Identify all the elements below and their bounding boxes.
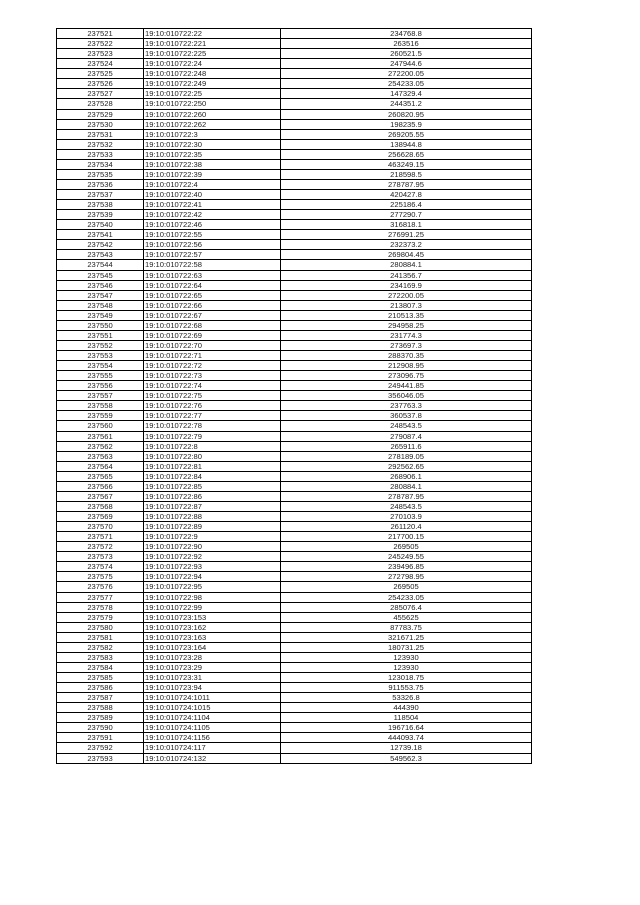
row-number-cell: 237547	[57, 290, 144, 300]
cadastral-number-cell: 19:10:010722:41	[144, 200, 281, 210]
table-row	[57, 753, 532, 763]
value-cell: 444093.74	[281, 733, 532, 743]
row-number-cell: 237526	[57, 79, 144, 89]
value-cell: 278189.05	[281, 451, 532, 461]
row-number-cell: 237546	[57, 280, 144, 290]
row-number-cell: 237567	[57, 491, 144, 501]
cadastral-number-cell: 19:10:010722:71	[144, 351, 281, 361]
cadastral-number-cell: 19:10:010722:262	[144, 119, 281, 129]
cadastral-number-cell: 19:10:010724:1156	[144, 733, 281, 743]
value-cell: 276991.25	[281, 230, 532, 240]
cadastral-number-cell: 19:10:010723:29	[144, 662, 281, 672]
row-number-cell: 237536	[57, 179, 144, 189]
table-row	[57, 431, 532, 441]
table-row	[57, 59, 532, 69]
cadastral-number-cell: 19:10:010722:30	[144, 139, 281, 149]
cadastral-number-cell: 19:10:010722:69	[144, 330, 281, 340]
cadastral-number-cell: 19:10:010722:90	[144, 542, 281, 552]
value-cell: 420427.8	[281, 190, 532, 200]
table-row	[57, 320, 532, 330]
table-row	[57, 290, 532, 300]
value-cell: 237763.3	[281, 401, 532, 411]
row-number-cell: 237537	[57, 190, 144, 200]
value-cell: 269505	[281, 582, 532, 592]
cadastral-number-cell: 19:10:010723:94	[144, 683, 281, 693]
table-row	[57, 441, 532, 451]
table-row	[57, 310, 532, 320]
row-number-cell: 237586	[57, 683, 144, 693]
cadastral-number-cell: 19:10:010724:1011	[144, 693, 281, 703]
value-cell: 12739.18	[281, 743, 532, 753]
table-row	[57, 89, 532, 99]
row-number-cell: 237548	[57, 300, 144, 310]
cadastral-number-cell: 19:10:010723:153	[144, 612, 281, 622]
cadastral-number-cell: 19:10:010722:67	[144, 310, 281, 320]
table-row	[57, 200, 532, 210]
cadastral-number-cell: 19:10:010722:260	[144, 109, 281, 119]
value-cell: 911553.75	[281, 683, 532, 693]
row-number-cell: 237522	[57, 39, 144, 49]
cadastral-number-cell: 19:10:010722:58	[144, 260, 281, 270]
table-row	[57, 159, 532, 169]
cadastral-number-cell: 19:10:010722:88	[144, 512, 281, 522]
row-number-cell: 237549	[57, 310, 144, 320]
cadastral-number-cell: 19:10:010722:39	[144, 169, 281, 179]
row-number-cell: 237550	[57, 320, 144, 330]
row-number-cell: 237557	[57, 391, 144, 401]
table-row	[57, 79, 532, 89]
row-number-cell: 237569	[57, 512, 144, 522]
table-row	[57, 532, 532, 542]
row-number-cell: 237566	[57, 481, 144, 491]
cadastral-number-cell: 19:10:010722:93	[144, 562, 281, 572]
cadastral-number-cell: 19:10:010724:1015	[144, 703, 281, 713]
cadastral-number-cell: 19:10:010722:8	[144, 441, 281, 451]
cadastral-number-cell: 19:10:010722:63	[144, 270, 281, 280]
value-cell: 118504	[281, 713, 532, 723]
row-number-cell: 237561	[57, 431, 144, 441]
table-row	[57, 220, 532, 230]
cadastral-value-table	[56, 28, 532, 764]
value-cell: 316818.1	[281, 220, 532, 230]
value-cell: 292562.65	[281, 461, 532, 471]
row-number-cell: 237583	[57, 652, 144, 662]
cadastral-number-cell: 19:10:010722:24	[144, 59, 281, 69]
row-number-cell: 237593	[57, 753, 144, 763]
value-cell: 198235.9	[281, 119, 532, 129]
table-row	[57, 602, 532, 612]
cadastral-number-cell: 19:10:010722:65	[144, 290, 281, 300]
table-row	[57, 481, 532, 491]
row-number-cell: 237552	[57, 340, 144, 350]
table-row	[57, 733, 532, 743]
table-row	[57, 572, 532, 582]
table-row	[57, 491, 532, 501]
cadastral-number-cell: 19:10:010723:163	[144, 632, 281, 642]
cadastral-number-cell: 19:10:010722:79	[144, 431, 281, 441]
value-cell: 234169.9	[281, 280, 532, 290]
table-row	[57, 300, 532, 310]
row-number-cell: 237523	[57, 49, 144, 59]
cadastral-number-cell: 19:10:010722:22	[144, 29, 281, 39]
cadastral-number-cell: 19:10:010724:1105	[144, 723, 281, 733]
cadastral-number-cell: 19:10:010722:87	[144, 501, 281, 511]
row-number-cell: 237545	[57, 270, 144, 280]
value-cell: 256628.65	[281, 149, 532, 159]
table-row	[57, 29, 532, 39]
row-number-cell: 237587	[57, 693, 144, 703]
cadastral-number-cell: 19:10:010722:25	[144, 89, 281, 99]
value-cell: 269205.55	[281, 129, 532, 139]
value-cell: 123930	[281, 662, 532, 672]
row-number-cell: 237572	[57, 542, 144, 552]
value-cell: 234768.8	[281, 29, 532, 39]
value-cell: 272200.05	[281, 69, 532, 79]
table-row	[57, 693, 532, 703]
table-row	[57, 713, 532, 723]
row-number-cell: 237562	[57, 441, 144, 451]
table-row	[57, 210, 532, 220]
row-number-cell: 237584	[57, 662, 144, 672]
row-number-cell: 237533	[57, 149, 144, 159]
row-number-cell: 237590	[57, 723, 144, 733]
row-number-cell: 237558	[57, 401, 144, 411]
cadastral-number-cell: 19:10:010722:76	[144, 401, 281, 411]
row-number-cell: 237539	[57, 210, 144, 220]
row-number-cell: 237556	[57, 381, 144, 391]
table-row	[57, 169, 532, 179]
row-number-cell: 237531	[57, 129, 144, 139]
row-number-cell: 237541	[57, 230, 144, 240]
cadastral-number-cell: 19:10:010722:86	[144, 491, 281, 501]
value-cell: 268906.1	[281, 471, 532, 481]
value-cell: 356046.05	[281, 391, 532, 401]
value-cell: 196716.64	[281, 723, 532, 733]
value-cell: 87783.75	[281, 622, 532, 632]
row-number-cell: 237582	[57, 642, 144, 652]
value-cell: 285076.4	[281, 602, 532, 612]
table-row	[57, 612, 532, 622]
cadastral-number-cell: 19:10:010722:92	[144, 552, 281, 562]
table-row	[57, 240, 532, 250]
value-cell: 288370.35	[281, 351, 532, 361]
value-cell: 248543.5	[281, 421, 532, 431]
row-number-cell: 237579	[57, 612, 144, 622]
row-number-cell: 237538	[57, 200, 144, 210]
cadastral-number-cell: 19:10:010722:99	[144, 602, 281, 612]
value-cell: 245249.55	[281, 552, 532, 562]
table-row	[57, 683, 532, 693]
table-row	[57, 69, 532, 79]
row-number-cell: 237565	[57, 471, 144, 481]
table-row	[57, 501, 532, 511]
table-row	[57, 250, 532, 260]
value-cell: 232373.2	[281, 240, 532, 250]
value-cell: 265911.6	[281, 441, 532, 451]
table-row	[57, 330, 532, 340]
row-number-cell: 237528	[57, 99, 144, 109]
row-number-cell: 237560	[57, 421, 144, 431]
row-number-cell: 237553	[57, 351, 144, 361]
row-number-cell: 237554	[57, 361, 144, 371]
table-row	[57, 129, 532, 139]
row-number-cell: 237529	[57, 109, 144, 119]
value-cell: 260521.5	[281, 49, 532, 59]
row-number-cell: 237525	[57, 69, 144, 79]
row-number-cell: 237591	[57, 733, 144, 743]
cadastral-number-cell: 19:10:010723:164	[144, 642, 281, 652]
table-row	[57, 39, 532, 49]
cadastral-number-cell: 19:10:010722:56	[144, 240, 281, 250]
row-number-cell: 237532	[57, 139, 144, 149]
cadastral-number-cell: 19:10:010722:225	[144, 49, 281, 59]
table-row	[57, 230, 532, 240]
value-cell: 239496.85	[281, 562, 532, 572]
row-number-cell: 237575	[57, 572, 144, 582]
value-cell: 247944.6	[281, 59, 532, 69]
cadastral-number-cell: 19:10:010724:117	[144, 743, 281, 753]
value-cell: 455625	[281, 612, 532, 622]
table-row	[57, 512, 532, 522]
row-number-cell: 237544	[57, 260, 144, 270]
table-row	[57, 451, 532, 461]
value-cell: 147329.4	[281, 89, 532, 99]
table-row	[57, 552, 532, 562]
row-number-cell: 237524	[57, 59, 144, 69]
row-number-cell: 237581	[57, 632, 144, 642]
value-cell: 231774.3	[281, 330, 532, 340]
value-cell: 241356.7	[281, 270, 532, 280]
row-number-cell: 237555	[57, 371, 144, 381]
row-number-cell: 237580	[57, 622, 144, 632]
table-row	[57, 703, 532, 713]
table-row	[57, 260, 532, 270]
cadastral-number-cell: 19:10:010722:78	[144, 421, 281, 431]
table-row	[57, 632, 532, 642]
table-body	[57, 29, 532, 764]
value-cell: 254233.05	[281, 592, 532, 602]
value-cell: 444390	[281, 703, 532, 713]
cadastral-number-cell: 19:10:010722:94	[144, 572, 281, 582]
table-row	[57, 421, 532, 431]
table-row	[57, 652, 532, 662]
table-row	[57, 622, 532, 632]
cadastral-number-cell: 19:10:010722:84	[144, 471, 281, 481]
value-cell: 218598.5	[281, 169, 532, 179]
cadastral-number-cell: 19:10:010722:35	[144, 149, 281, 159]
row-number-cell: 237588	[57, 703, 144, 713]
row-number-cell: 237578	[57, 602, 144, 612]
cadastral-number-cell: 19:10:010722:40	[144, 190, 281, 200]
table-row	[57, 361, 532, 371]
table-row	[57, 461, 532, 471]
row-number-cell: 237574	[57, 562, 144, 572]
value-cell: 463249.15	[281, 159, 532, 169]
value-cell: 217700.15	[281, 532, 532, 542]
value-cell: 360537.8	[281, 411, 532, 421]
table-row	[57, 149, 532, 159]
cadastral-number-cell: 19:10:010722:221	[144, 39, 281, 49]
table-row	[57, 743, 532, 753]
cadastral-number-cell: 19:10:010722:98	[144, 592, 281, 602]
table-row	[57, 411, 532, 421]
cadastral-number-cell: 19:10:010722:77	[144, 411, 281, 421]
value-cell: 270103.9	[281, 512, 532, 522]
table-row	[57, 99, 532, 109]
value-cell: 263516	[281, 39, 532, 49]
value-cell: 280884.1	[281, 481, 532, 491]
table-row	[57, 381, 532, 391]
row-number-cell: 237530	[57, 119, 144, 129]
cadastral-number-cell: 19:10:010722:95	[144, 582, 281, 592]
cadastral-number-cell: 19:10:010722:68	[144, 320, 281, 330]
table-row	[57, 592, 532, 602]
row-number-cell: 237568	[57, 501, 144, 511]
cadastral-number-cell: 19:10:010722:250	[144, 99, 281, 109]
cadastral-number-cell: 19:10:010722:80	[144, 451, 281, 461]
value-cell: 277290.7	[281, 210, 532, 220]
table-row	[57, 662, 532, 672]
table-row	[57, 351, 532, 361]
table-row	[57, 542, 532, 552]
table-row	[57, 401, 532, 411]
row-number-cell: 237573	[57, 552, 144, 562]
value-cell: 279087.4	[281, 431, 532, 441]
value-cell: 254233.05	[281, 79, 532, 89]
table-row	[57, 562, 532, 572]
value-cell: 210513.35	[281, 310, 532, 320]
cadastral-number-cell: 19:10:010722:249	[144, 79, 281, 89]
value-cell: 294958.25	[281, 320, 532, 330]
table-row	[57, 642, 532, 652]
row-number-cell: 237534	[57, 159, 144, 169]
table-row	[57, 371, 532, 381]
table-row	[57, 340, 532, 350]
table-row	[57, 190, 532, 200]
row-number-cell: 237542	[57, 240, 144, 250]
cadastral-number-cell: 19:10:010722:72	[144, 361, 281, 371]
value-cell: 261120.4	[281, 522, 532, 532]
cadastral-number-cell: 19:10:010722:74	[144, 381, 281, 391]
value-cell: 549562.3	[281, 753, 532, 763]
value-cell: 321671.25	[281, 632, 532, 642]
value-cell: 249441.85	[281, 381, 532, 391]
cadastral-number-cell: 19:10:010723:31	[144, 673, 281, 683]
table-row	[57, 109, 532, 119]
row-number-cell: 237585	[57, 673, 144, 683]
row-number-cell: 237592	[57, 743, 144, 753]
table-row	[57, 119, 532, 129]
table-row	[57, 522, 532, 532]
cadastral-number-cell: 19:10:010722:55	[144, 230, 281, 240]
cadastral-number-cell: 19:10:010723:162	[144, 622, 281, 632]
value-cell: 260820.95	[281, 109, 532, 119]
cadastral-number-cell: 19:10:010722:57	[144, 250, 281, 260]
value-cell: 123018.75	[281, 673, 532, 683]
row-number-cell: 237559	[57, 411, 144, 421]
value-cell: 273096.75	[281, 371, 532, 381]
table-row	[57, 723, 532, 733]
cadastral-number-cell: 19:10:010722:42	[144, 210, 281, 220]
value-cell: 248543.5	[281, 501, 532, 511]
value-cell: 138944.8	[281, 139, 532, 149]
value-cell: 269804.45	[281, 250, 532, 260]
row-number-cell: 237535	[57, 169, 144, 179]
value-cell: 212908.95	[281, 361, 532, 371]
table-row	[57, 582, 532, 592]
cadastral-number-cell: 19:10:010722:66	[144, 300, 281, 310]
row-number-cell: 237576	[57, 582, 144, 592]
cadastral-number-cell: 19:10:010722:248	[144, 69, 281, 79]
row-number-cell: 237589	[57, 713, 144, 723]
value-cell: 280884.1	[281, 260, 532, 270]
cadastral-number-cell: 19:10:010722:81	[144, 461, 281, 471]
cadastral-number-cell: 19:10:010722:75	[144, 391, 281, 401]
value-cell: 244351.2	[281, 99, 532, 109]
row-number-cell: 237563	[57, 451, 144, 461]
table-row	[57, 179, 532, 189]
row-number-cell: 237570	[57, 522, 144, 532]
value-cell: 269505	[281, 542, 532, 552]
row-number-cell: 237521	[57, 29, 144, 39]
cadastral-number-cell: 19:10:010722:85	[144, 481, 281, 491]
value-cell: 225186.4	[281, 200, 532, 210]
value-cell: 272798.95	[281, 572, 532, 582]
value-cell: 278787.95	[281, 491, 532, 501]
cadastral-number-cell: 19:10:010722:9	[144, 532, 281, 542]
cadastral-number-cell: 19:10:010722:70	[144, 340, 281, 350]
table-row	[57, 280, 532, 290]
value-cell: 123930	[281, 652, 532, 662]
row-number-cell: 237571	[57, 532, 144, 542]
value-cell: 53326.8	[281, 693, 532, 703]
table-row	[57, 270, 532, 280]
cadastral-number-cell: 19:10:010724:1104	[144, 713, 281, 723]
cadastral-number-cell: 19:10:010723:28	[144, 652, 281, 662]
table-row	[57, 49, 532, 59]
cadastral-number-cell: 19:10:010722:4	[144, 179, 281, 189]
value-cell: 213807.3	[281, 300, 532, 310]
value-cell: 180731.25	[281, 642, 532, 652]
row-number-cell: 237527	[57, 89, 144, 99]
table-row	[57, 471, 532, 481]
cadastral-number-cell: 19:10:010724:132	[144, 753, 281, 763]
table-row	[57, 391, 532, 401]
cadastral-number-cell: 19:10:010722:38	[144, 159, 281, 169]
cadastral-number-cell: 19:10:010722:73	[144, 371, 281, 381]
cadastral-number-cell: 19:10:010722:3	[144, 129, 281, 139]
table-row	[57, 673, 532, 683]
cadastral-number-cell: 19:10:010722:89	[144, 522, 281, 532]
value-cell: 272200.05	[281, 290, 532, 300]
value-cell: 273697.3	[281, 340, 532, 350]
row-number-cell: 237551	[57, 330, 144, 340]
row-number-cell: 237543	[57, 250, 144, 260]
cadastral-number-cell: 19:10:010722:64	[144, 280, 281, 290]
row-number-cell: 237564	[57, 461, 144, 471]
cadastral-number-cell: 19:10:010722:46	[144, 220, 281, 230]
row-number-cell: 237540	[57, 220, 144, 230]
row-number-cell: 237577	[57, 592, 144, 602]
table-row	[57, 139, 532, 149]
value-cell: 278787.95	[281, 179, 532, 189]
